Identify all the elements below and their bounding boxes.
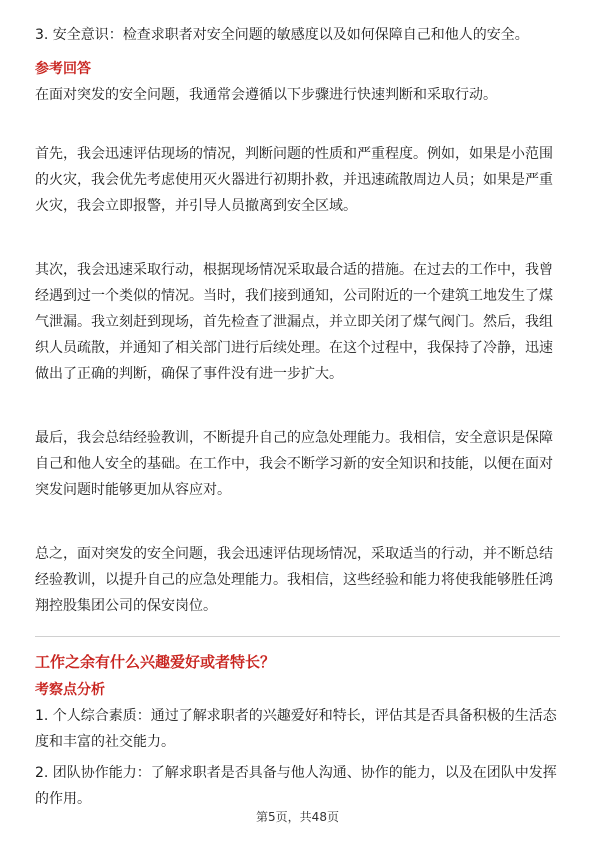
analysis-label: 考察点分析: [35, 682, 105, 698]
point-1: 1. 个人综合素质：通过了解求职者的兴趣爱好和特长，评估其是否具备积极的生活态度和丰富的社交能力。: [35, 708, 557, 750]
item-3: 3. 安全意识：检查求职者对安全问题的敏感度以及如何保障自己和他人的安全。: [35, 27, 529, 43]
paragraph-2: 其次，我会迅速采取行动，根据现场情况采取最合适的措施。在过去的工作中，我曾经遇到过一个类似的情况。当时，我们接到通知，公司附近的一个建筑工地发生了煤气泄漏。我立刻赶到现场，首先检查了泄漏点，并立即关闭了煤气阀门。然后，我组织人员疏散，并通知了相关部门进行后续处理。在这个过程中，我保持了冷静，迅速做出了正确的判断，确保了事件没有进一步扩大。: [35, 262, 553, 382]
question-title: 工作之余有什么兴趣爱好或者特长？: [35, 653, 276, 671]
paragraph-3: 最后，我会总结经验教训，不断提升自己的应急处理能力。我相信，安全意识是保障自己和他人安全的基础。在工作中，我会不断学习新的安全知识和技能，以便在面对突发问题时能够更加从容应对。: [35, 430, 553, 498]
paragraph-1: 首先，我会迅速评估现场的情况，判断问题的性质和严重程度。例如，如果是小范围的火灾，我会优先考虑使用灭火器进行初期扑救，并迅速疏散周边人员；如果是严重火灾，我会立即报警，并引导人员撤离到安全区域。: [35, 146, 553, 214]
point-2: 2. 团队协作能力：了解求职者是否具备与他人沟通、协作的能力，以及在团队中发挥的作用。: [35, 765, 557, 807]
section-divider: [35, 636, 560, 637]
answer-intro: 在面对突发的安全问题，我通常会遵循以下步骤进行快速判断和采取行动。: [35, 87, 497, 103]
paragraph-4: 总之，面对突发的安全问题，我会迅速评估现场情况，采取适当的行动，并不断总结经验教训，以提升自己的应急处理能力。我相信，这些经验和能力将使我能够胜任鸿翔控股集团公司的保安岗位。: [35, 546, 553, 614]
page-footer: 第5页，共48页: [256, 810, 339, 824]
answer-label: 参考回答: [35, 61, 91, 77]
